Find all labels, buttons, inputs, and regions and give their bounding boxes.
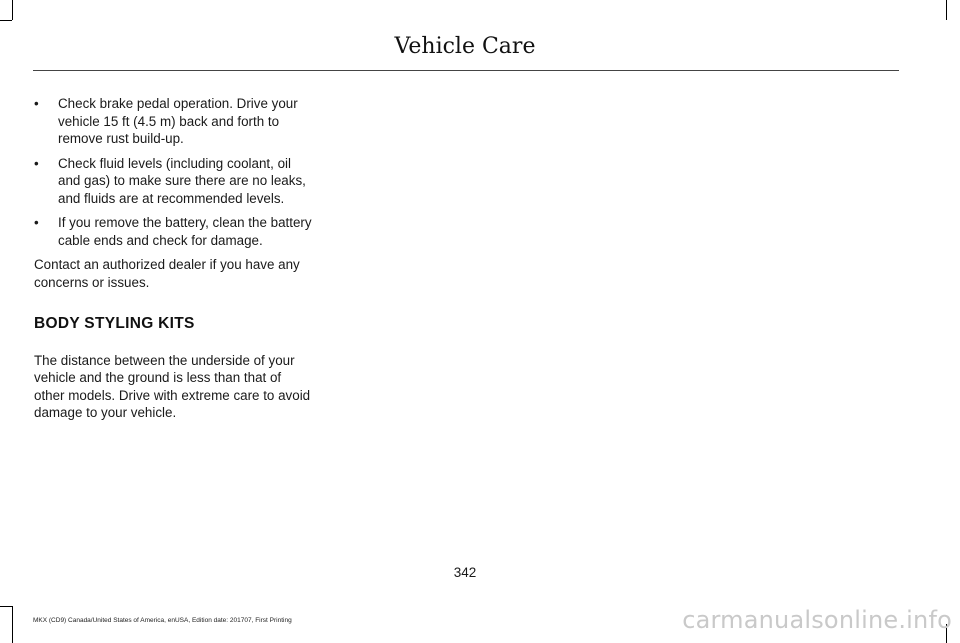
bullet-list bbox=[34, 95, 312, 249]
watermark: carmanualsonline.info bbox=[682, 606, 952, 634]
crop-mark-bottom-left bbox=[0, 606, 12, 607]
crop-mark-top-left bbox=[0, 20, 12, 21]
crop-mark-top-right bbox=[946, 0, 947, 20]
edition-footer: MKX (CD9) Canada/United States of America, enUSA, Edition date: 201707, First Printing bbox=[33, 617, 292, 624]
list-item: • Check brake pedal operation. Drive your vehicle 15 ft (4.5 m) back and forth to remove rust build-up. bbox=[34, 95, 312, 148]
list-item: • If you remove the battery, clean the battery cable ends and check for damage. bbox=[34, 214, 312, 249]
crop-mark-bottom-left bbox=[12, 606, 13, 643]
crop-mark-top-left bbox=[12, 0, 13, 20]
page-title: Vehicle Care bbox=[394, 34, 536, 59]
list-item: • Check fluid levels (including coolant, oil and gas) to make sure there are no leaks, and fluids are at recommended levels. bbox=[34, 155, 312, 208]
section-heading: BODY STYLING KITS bbox=[34, 315, 195, 332]
header-divider bbox=[33, 70, 899, 71]
page-number: 342 bbox=[453, 565, 477, 580]
section-paragraph: The distance between the underside of your vehicle and the ground is less than that of other models. Drive with extreme care to avoid damage to your vehicle. bbox=[34, 352, 311, 420]
closing-paragraph: Contact an authorized dealer if you have any concerns or issues. bbox=[34, 257, 300, 290]
main-content bbox=[34, 95, 312, 446]
